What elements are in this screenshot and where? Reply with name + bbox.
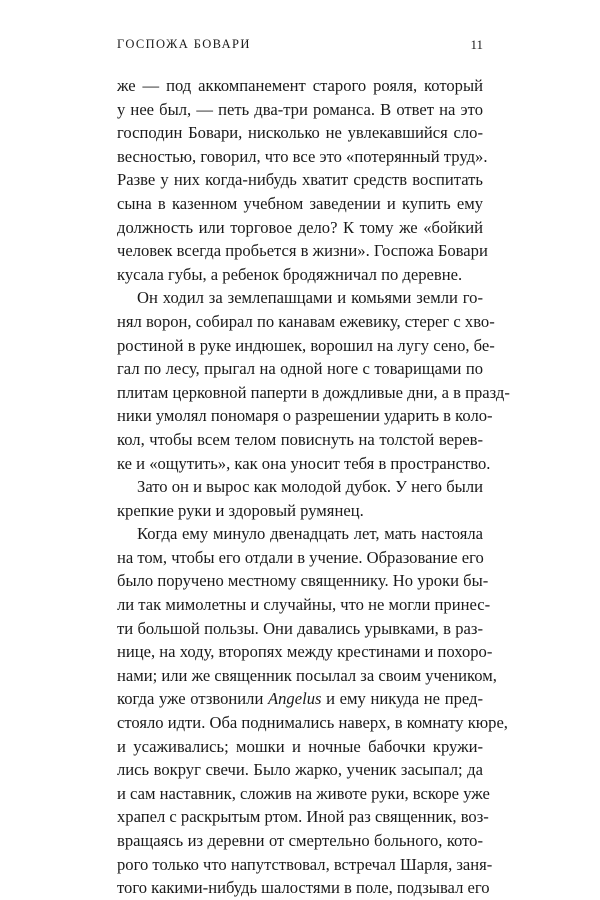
text-line: кусала губы, а ребенок бродяжничал по деревне.	[117, 264, 463, 284]
italic-term: Angelus	[268, 689, 322, 709]
running-head	[117, 37, 483, 51]
text-line: Зато он и вырос как молодой дубок. У него были	[137, 477, 483, 497]
text-line: Он ходил за землепашцами и комьями земли го-	[137, 288, 483, 308]
text-line: у нее был, — петь два-три романса. В ответ на это	[117, 99, 483, 119]
text-line: ти большой пользы. Они давались урывками, в раз-	[117, 618, 483, 638]
text-line: и усаживались; мошки и ночные бабочки кружи-	[117, 736, 483, 756]
text-line: плитам церковной паперти в дождливые дни, а в празд-	[117, 382, 510, 402]
text-line: вращаясь из деревни от смертельно больного, кото-	[117, 831, 483, 850]
text-line: ке и «ощутить», как она уносит тебя в пространство.	[117, 453, 491, 473]
text-line: человек всегда пробьется в жизни». Госпожа Бовари	[117, 241, 488, 261]
text-line: ники умолял пономаря о разрешении ударить в коло-	[117, 406, 493, 426]
text-line: нице, на ходу, второпях между крестинами и похоро-	[117, 642, 493, 662]
text-line: гал по лесу, прыгал на одной ноге с товарищами по	[117, 359, 483, 379]
text-line: господин Бовари, нисколько не увлекавшийся сло-	[117, 123, 483, 143]
text-fragment: когда уже отзвонили	[117, 689, 268, 709]
text-line: на том, чтобы его отдали в учение. Образование его	[117, 547, 484, 567]
text-line: и сам наставник, сложив на животе руки, вскоре уже	[117, 783, 490, 803]
text-line: Разве у них когда-нибудь хватит средств воспитать	[117, 170, 483, 190]
text-fragment: и ему никуда не пред-	[321, 689, 483, 709]
text-line: весностью, говорил, что все это «потерянный труд».	[117, 146, 488, 166]
text-line: же — под аккомпанемент старого рояля, который	[117, 76, 483, 95]
book-title: ГОСПОЖА БОВАРИ	[117, 37, 251, 51]
text-line: рого только что напутствовал, встречал Шарля, заня-	[117, 854, 493, 874]
text-line: Когда ему минуло двенадцать лет, мать настояла	[137, 524, 483, 544]
page-number: 11	[470, 37, 483, 52]
text-line: стояло идти. Оба поднимались наверх, в комнату кюре,	[117, 713, 508, 733]
text-line: сына в казенном учебном заведении и купить ему	[117, 193, 483, 213]
text-line: лись вокруг свечи. Было жарко, ученик засыпал; да	[117, 760, 483, 780]
text-line: кол, чтобы всем телом повиснуть на толстой верев-	[117, 429, 483, 449]
text-line: крепкие руки и здоровый румянец.	[117, 500, 364, 520]
text-line: того какими-нибудь шалостями в поле, подзывал его	[117, 878, 490, 898]
text-line: было поручено местному священнику. Но уроки бы-	[117, 571, 489, 591]
text-line: должность или торговое дело? К тому же «бойкий	[117, 217, 483, 237]
text-line: ростиной в руке индюшек, ворошил на лугу сено, бе-	[117, 335, 495, 355]
text-line: храпел с раскрытым ртом. Иной раз священник, воз-	[117, 807, 489, 827]
text-line: нял ворон, собирал по канавам ежевику, стерег с хво-	[117, 311, 495, 331]
body-text	[117, 74, 510, 900]
text-line	[117, 687, 483, 711]
text-line: нами; или же священник посылал за своим учеником,	[117, 665, 497, 685]
text-line: ли так мимолетны и случайны, что не могли принес-	[117, 595, 491, 615]
